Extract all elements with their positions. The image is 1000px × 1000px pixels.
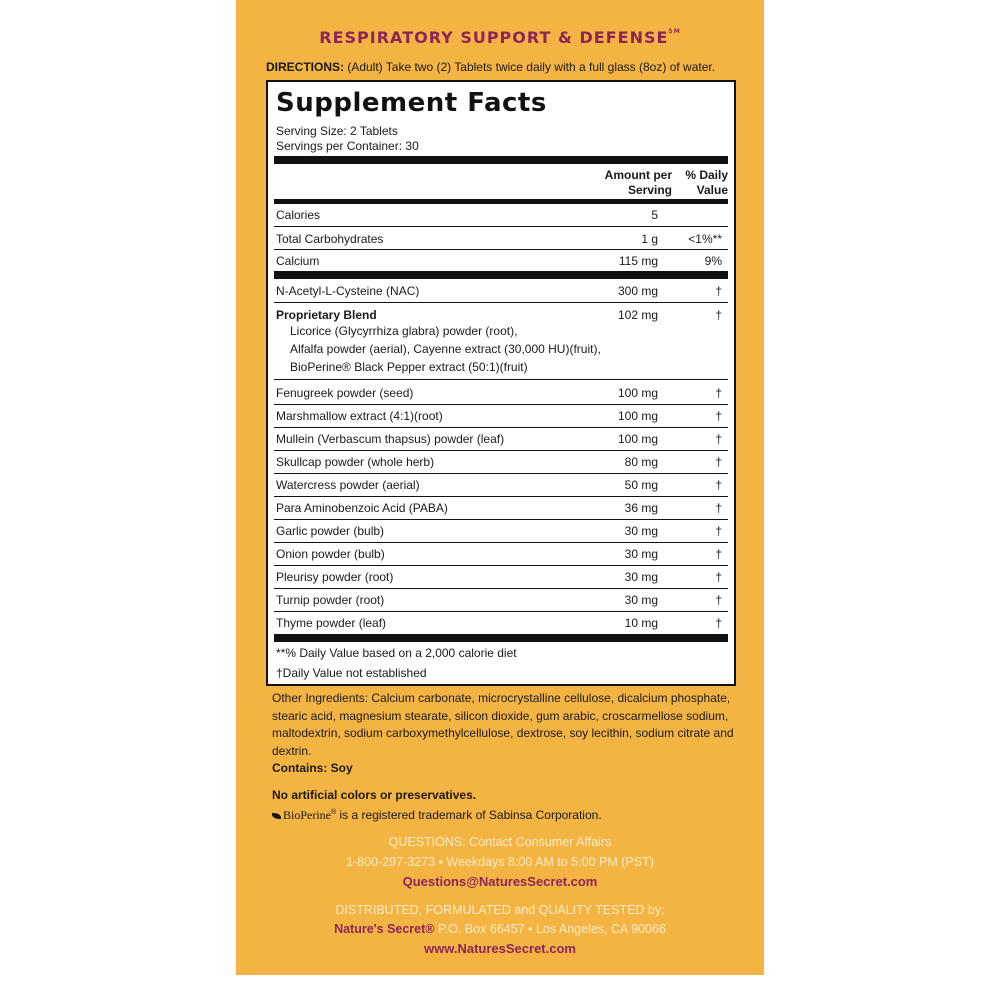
col-amount: Amount per Serving: [604, 168, 672, 197]
facts-title: Supplement Facts: [276, 88, 547, 118]
other-ingredients-text: Other Ingredients: Calcium carbonate, microcrystalline cellulose, dicalcium phosphate, stearic acid, magnesium stearate, silicon dioxide, gum arabic, croscarmellose sodium, maltodextrin, sodium carboxymethylcellulose, dextrose, soy lecithin, sodium citrate and dextrin.: [272, 691, 734, 758]
servings-per-container: Servings per Container: 30: [276, 139, 419, 153]
row-divider: [274, 519, 728, 520]
divider-thick: [274, 271, 728, 279]
questions-line: QUESTIONS: Contact Consumer Affairs: [388, 835, 612, 849]
website-link[interactable]: www.NaturesSecret.com: [424, 941, 576, 956]
divider-thick: [274, 156, 728, 164]
email-link[interactable]: Questions@NaturesSecret.com: [402, 874, 598, 889]
distributor-line: DISTRIBUTED, FORMULATED and QUALITY TESTED by:: [335, 903, 665, 917]
distributor-address: [236, 922, 764, 936]
supplement-facts-box: Supplement Facts Serving Size: 2 Tablets Servings per Container: 30 Amount per Serving % Daily Value Calories 5 Total Carbohydrates 1 g <1%** Calcium 115 mg 9% N-Acetyl-L-Cysteine (NAC) 300 mg † Proprietary Blend 102 mg † Licorice (Glycyrrhiza glabra) powder (root), Alfalfa powder (aerial), Cayenne extract (30,000 HU)(fruit), BioPerine® Black Pepper extract (50:1)(fruit) Fenugreek powder (seed) 100 mg † Marshmallow extract (4:1)(root) 100 mg † Mullein (Verbascum thapsus) powder (leaf) 100 mg † Skullcap powder (whole herb) 80 mg † Watercress powder (aerial) 50 mg † Para Aminobenzoic Acid (PABA) 36 mg † Garlic powder (bulb) 30 mg † Onion powder (bulb) 30 mg † Pleurisy powder (root) 30 mg † Turnip powder (root) 30 mg † Thyme powder (leaf) 10 mg † **% Daily Value based on a 2,000 calorie diet †Daily Value not established: [266, 80, 736, 686]
bioperine-text: is a registered trademark of Sabinsa Corporation.: [339, 808, 602, 822]
footnote-daily-value: **% Daily Value based on a 2,000 calorie diet: [276, 646, 517, 660]
divider-thick: [274, 634, 728, 642]
row-divider: [274, 611, 728, 612]
serving-size: Serving Size: 2 Tablets: [276, 124, 398, 138]
row-divider: [274, 249, 728, 250]
col-daily-value: % Daily Value: [685, 168, 728, 197]
service-mark: SM: [668, 28, 681, 35]
row-divider: [274, 404, 728, 405]
row-divider: [274, 542, 728, 543]
footnote-not-established: †Daily Value not established: [276, 666, 427, 680]
row-divider: [274, 473, 728, 474]
row-divider: [274, 565, 728, 566]
row-divider: [274, 427, 728, 428]
bioperine-logo: BioPerine: [283, 808, 331, 822]
directions-text: (Adult) Take two (2) Tablets twice daily with a full glass (8oz) of water.: [344, 60, 716, 74]
contains-allergen: Contains: Soy: [272, 761, 353, 775]
row-divider: [274, 226, 728, 227]
other-ingredients: [272, 690, 752, 778]
divider-medium: [274, 199, 728, 204]
blend-line: Alfalfa powder (aerial), Cayenne extract (30,000 HU)(fruit),: [290, 342, 601, 356]
directions-label: DIRECTIONS:: [266, 60, 344, 74]
blend-line: Licorice (Glycyrrhiza glabra) powder (root),: [290, 324, 518, 338]
row-divider: [274, 450, 728, 451]
leaf-icon: [272, 813, 281, 819]
row-divider: [274, 379, 728, 380]
directions: [266, 60, 756, 74]
row-divider: [274, 302, 728, 303]
product-title: RESPIRATORY SUPPORT & DEFENSE℠: [319, 28, 681, 47]
brand-name: Nature's Secret®: [334, 922, 435, 936]
bioperine-note: BioPerine® is a registered trademark of Sabinsa Corporation.: [272, 808, 602, 823]
blend-line: BioPerine® Black Pepper extract (50:1)(fruit): [290, 360, 528, 374]
row-divider: [274, 496, 728, 497]
address-text: P.O. Box 66457 • Los Angeles, CA 90066: [437, 922, 666, 936]
phone-line: 1-800-297-3273 • Weekdays 8:00 AM to 5:00 PM (PST): [346, 855, 654, 869]
no-artificial-note: No artificial colors or preservatives.: [272, 788, 477, 802]
row-divider: [274, 588, 728, 589]
label-panel: [236, 0, 764, 975]
